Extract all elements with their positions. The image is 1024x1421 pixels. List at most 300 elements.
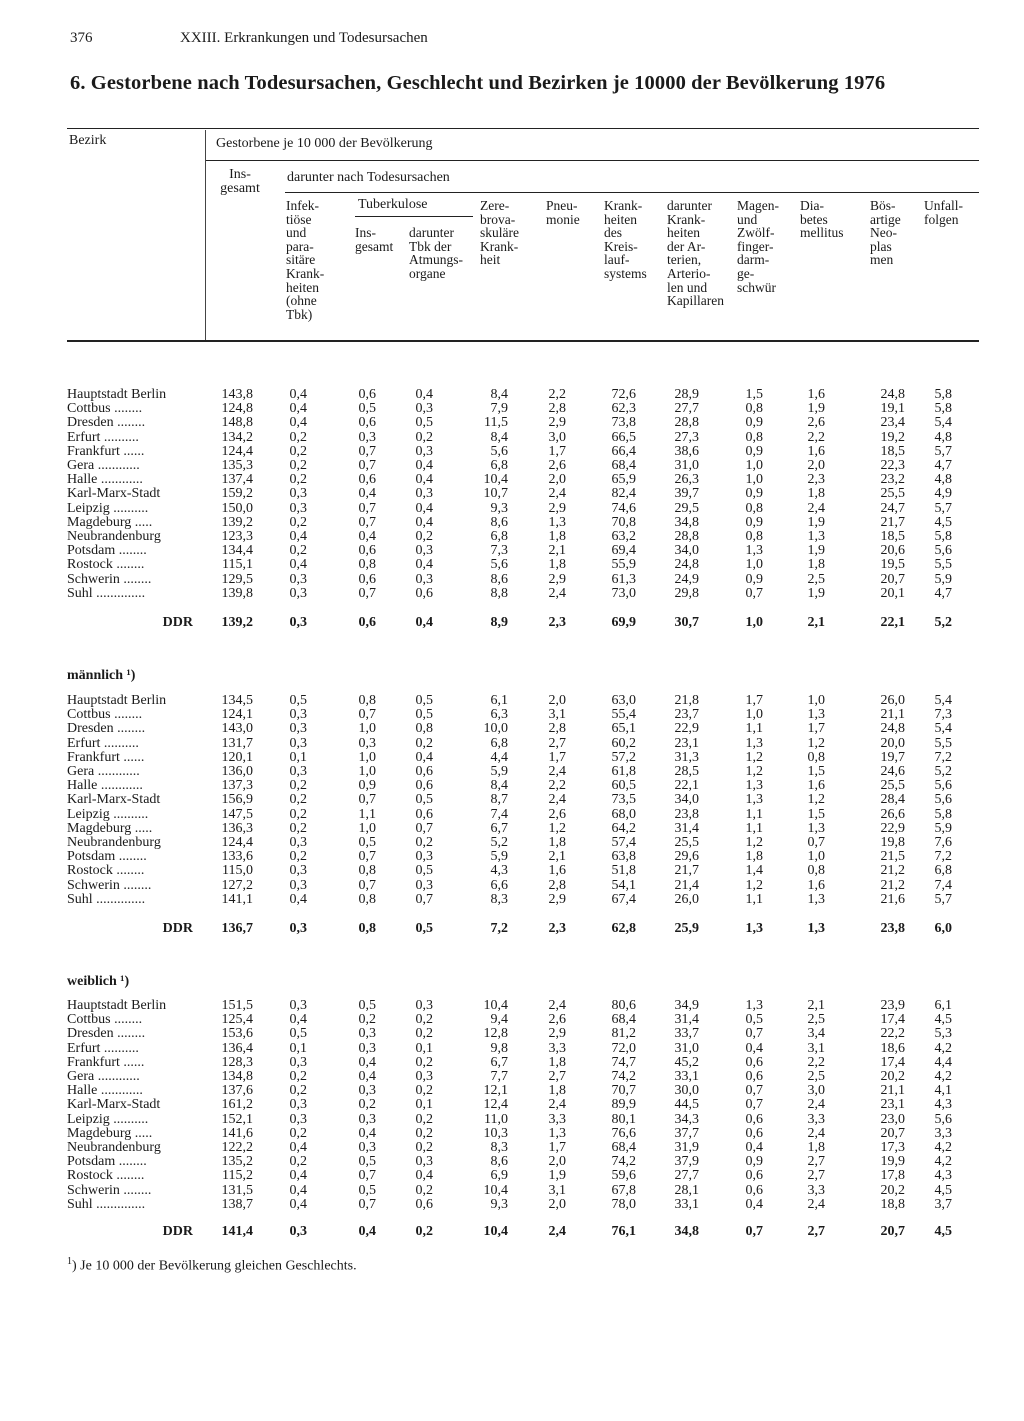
table-cell: 2,5 [807,1012,825,1028]
table-cell: 2,6 [548,806,566,822]
table-cell: 1,5 [745,387,763,402]
table-cell: 0,9 [745,571,763,587]
row-label: Potsdam ........ [67,1155,147,1170]
table-cell: 1,3 [807,891,825,907]
table-cell: 1,6 [807,387,825,402]
table-cell: 22,9 [880,820,905,836]
total-row [0,922,1024,936]
table-cell: 2,4 [807,500,825,516]
table-cell: 129,5 [221,571,253,587]
table-cell: 4,5 [934,1012,952,1028]
table-cell: 0,2 [415,1083,433,1099]
table-cell: 2,2 [548,778,566,794]
col-header-darunter: darunter nach Todesursachen [287,170,450,185]
table-cell: 0,2 [289,806,307,822]
header-top-rule [67,128,979,129]
table-cell: 0,6 [415,806,433,822]
table-cell: 64,2 [611,820,636,836]
table-row [0,1042,1024,1056]
table-cell: 1,8 [548,529,566,544]
table-cell: 21,5 [880,849,905,865]
table-cell: 0,1 [415,1097,433,1113]
table-cell: 0,7 [415,820,433,836]
table-cell: 8,4 [490,429,508,445]
table-cell: 1,0 [745,458,763,473]
table-cell: 62,3 [611,401,636,417]
row-label: Hauptstadt Berlin [67,388,167,402]
table-cell: 1,3 [745,543,763,559]
table-cell: 0,7 [745,1097,763,1113]
table-cell: 2,5 [807,1069,825,1084]
table-row [0,836,1024,850]
total-cell: 139,2 [221,615,253,630]
table-cell: 151,5 [221,998,253,1013]
table-cell: 1,8 [548,557,566,573]
table-cell: 0,4 [415,472,433,488]
page-number: 376 [70,30,93,46]
table-cell: 20,7 [880,1125,905,1141]
table-cell: 20,1 [880,585,905,601]
table-cell: 2,5 [807,571,825,587]
table-cell: 19,7 [880,749,905,765]
table-cell: 1,3 [548,514,566,530]
table-row [0,1155,1024,1169]
col-header-bezirk: Bezirk [69,133,107,148]
table-cell: 6,1 [934,998,952,1013]
table-cell: 1,6 [807,877,825,893]
table-cell: 24,7 [880,500,905,516]
table-cell: 4,3 [934,1097,952,1113]
table-cell: 31,4 [674,1012,699,1028]
table-cell: 0,9 [745,443,763,459]
total-cell: 0,3 [289,1224,307,1239]
table-cell: 9,8 [490,1040,508,1056]
table-cell: 1,0 [358,820,376,836]
table-cell: 68,4 [611,458,636,473]
table-cell: 45,2 [674,1054,699,1070]
row-label: Suhl .............. [67,892,146,907]
table-cell: 153,6 [221,1026,253,1042]
total-cell: 1,3 [745,921,763,936]
table-cell: 19,5 [880,557,905,573]
table-cell: 34,3 [674,1111,699,1127]
table-row [0,722,1024,736]
table-cell: 24,6 [880,764,905,779]
table-row [0,587,1024,601]
table-cell: 0,3 [358,429,376,445]
row-label: Erfurt .......... [67,430,139,445]
table-cell: 134,4 [221,543,253,559]
table-cell: 135,3 [221,458,253,473]
row-label: Leipzig .......... [67,501,149,516]
table-cell: 17,4 [880,1054,905,1070]
total-cell: 62,8 [611,921,636,936]
table-cell: 33,7 [674,1026,699,1042]
row-label: Karl-Marx-Stadt [67,793,161,808]
table-cell: 1,0 [745,472,763,488]
row-label: Rostock ........ [67,1169,145,1184]
table-cell: 8,4 [490,387,508,402]
table-row [0,1169,1024,1183]
table-cell: 131,5 [221,1182,253,1198]
row-label: Erfurt .......... [67,1041,139,1056]
table-cell: 0,7 [358,1168,376,1184]
table-cell: 8,4 [490,778,508,794]
table-cell: 10,4 [483,472,508,488]
table-cell: 63,0 [611,693,636,708]
table-cell: 0,4 [415,557,433,573]
table-cell: 1,9 [807,514,825,530]
table-cell: 0,7 [358,1196,376,1212]
table-cell: 70,8 [611,514,636,530]
table-cell: 18,5 [880,529,905,544]
table-cell: 122,2 [221,1140,253,1155]
total-cell: 0,4 [415,615,433,630]
table-cell: 0,4 [415,500,433,516]
table-cell: 0,2 [289,1125,307,1141]
table-cell: 4,2 [934,1040,952,1056]
table-cell: 6,8 [490,458,508,473]
table-cell: 159,2 [221,486,253,502]
table-cell: 0,2 [415,1125,433,1141]
table-cell: 0,3 [415,1154,433,1170]
table-row [0,516,1024,530]
row-label: Halle ............ [67,473,143,488]
table-row [0,850,1024,864]
table-cell: 0,3 [289,486,307,502]
table-cell: 1,8 [548,1054,566,1070]
table-cell: 139,8 [221,585,253,601]
col-header-magen: Magen- und Zwölf- finger- darm- ge- schwür [737,198,779,295]
table-cell: 136,0 [221,764,253,779]
table-cell: 0,2 [289,443,307,459]
row-label: Halle ............ [67,1084,143,1099]
total-cell: 0,6 [358,615,376,630]
table-cell: 2,9 [548,571,566,587]
table-cell: 4,8 [934,429,952,445]
table-row [0,431,1024,445]
table-cell: 89,9 [611,1097,636,1113]
table-cell: 0,3 [415,401,433,417]
table-cell: 4,5 [934,1182,952,1198]
table-cell: 0,4 [745,1196,763,1212]
table-row [0,1127,1024,1141]
table-cell: 0,9 [745,415,763,431]
col-header-neoplasmen: Bös- artige Neo- plas men [870,198,901,268]
table-cell: 5,6 [490,557,508,573]
table-cell: 20,2 [880,1069,905,1084]
table-cell: 0,6 [358,415,376,431]
table-cell: 81,2 [611,1026,636,1042]
table-cell: 21,6 [880,891,905,907]
table-row [0,793,1024,807]
table-cell: 26,6 [880,806,905,822]
row-label: Potsdam ........ [67,850,147,865]
table-cell: 2,8 [548,401,566,417]
table-cell: 0,4 [358,1069,376,1084]
table-cell: 28,8 [674,415,699,431]
row-label: Dresden ........ [67,1027,146,1042]
col-header-zerebrovaskulaer: Zere- brova- skuläre Krank- heit [480,198,519,268]
table-cell: 24,8 [674,557,699,573]
table-cell: 5,9 [934,820,952,836]
table-cell: 5,4 [934,721,952,737]
table-cell: 0,7 [358,792,376,808]
table-cell: 1,9 [807,543,825,559]
table-cell: 2,9 [548,891,566,907]
table-cell: 0,5 [745,1012,763,1028]
table-cell: 0,3 [415,571,433,587]
table-cell: 0,3 [415,486,433,502]
row-label: Gera ............ [67,765,140,779]
table-cell: 1,7 [807,721,825,737]
table-cell: 5,8 [934,401,952,417]
table-cell: 2,9 [548,500,566,516]
table-cell: 27,7 [674,1168,699,1184]
table-cell: 22,2 [880,1026,905,1042]
table-cell: 2,8 [548,877,566,893]
table-cell: 147,5 [221,806,253,822]
col-header-insgesamt: Ins- gesamt [220,167,260,196]
table-cell: 5,2 [934,764,952,779]
table-row [0,558,1024,572]
table-cell: 143,0 [221,721,253,737]
table-cell: 156,9 [221,792,253,808]
table-cell: 23,4 [880,415,905,431]
table-cell: 0,6 [415,778,433,794]
table-cell: 0,2 [289,1069,307,1084]
table-cell: 5,6 [490,443,508,459]
table-cell: 31,0 [674,458,699,473]
col-header-tuberkulose: Tuberkulose [358,197,428,212]
table-cell: 0,4 [289,529,307,544]
table-cell: 0,7 [745,585,763,601]
table-cell: 2,2 [548,387,566,402]
table-cell: 23,1 [880,1097,905,1113]
table-row [0,708,1024,722]
table-cell: 0,1 [289,1040,307,1056]
table-row [0,487,1024,501]
table-cell: 20,2 [880,1182,905,1198]
table-cell: 0,5 [415,707,433,723]
table-cell: 2,0 [548,472,566,488]
table-row [0,1027,1024,1041]
table-cell: 0,2 [415,1054,433,1070]
total-cell: 34,8 [674,1224,699,1239]
table-cell: 25,5 [880,486,905,502]
table-cell: 137,3 [221,778,253,794]
table-cell: 0,3 [358,1026,376,1042]
col-header-kreislauf: Krank- heiten des Kreis- lauf- systems [604,198,647,281]
table-cell: 21,2 [880,863,905,879]
table-row [0,445,1024,459]
row-label: Erfurt .......... [67,736,139,751]
table-cell: 74,6 [611,500,636,516]
table-cell: 22,9 [674,721,699,737]
total-cell: 0,3 [289,615,307,630]
table-cell: 1,8 [548,1083,566,1099]
table-cell: 7,2 [934,749,952,765]
table-cell: 1,8 [807,486,825,502]
table-cell: 0,3 [415,543,433,559]
table-cell: 5,4 [934,415,952,431]
col-header-pneumonie: Pneu- monie [546,198,580,227]
table-row [0,502,1024,516]
table-cell: 65,9 [611,472,636,488]
table-cell: 73,0 [611,585,636,601]
table-cell: 0,3 [289,735,307,751]
table-cell: 1,0 [358,749,376,765]
table-row [0,779,1024,793]
table-cell: 7,4 [490,806,508,822]
total-cell: 0,2 [415,1224,433,1239]
total-cell: 2,7 [807,1224,825,1239]
total-cell: 5,2 [934,615,952,630]
table-cell: 28,8 [674,529,699,544]
table-cell: 21,2 [880,877,905,893]
table-cell: 0,4 [358,529,376,544]
table-cell: 73,5 [611,792,636,808]
table-cell: 66,4 [611,443,636,459]
table-cell: 4,1 [934,1083,952,1099]
table-cell: 1,0 [745,557,763,573]
table-cell: 7,6 [934,835,952,850]
table-cell: 0,3 [289,1097,307,1113]
table-cell: 123,3 [221,529,253,544]
table-cell: 115,1 [222,557,253,573]
table-cell: 0,2 [415,1026,433,1042]
table-cell: 0,9 [358,778,376,794]
table-cell: 0,7 [358,500,376,516]
table-cell: 0,5 [415,792,433,808]
table-row [0,1098,1024,1112]
table-cell: 1,7 [548,1140,566,1155]
table-cell: 152,1 [221,1111,253,1127]
table-cell: 25,5 [674,835,699,850]
table-cell: 1,8 [807,557,825,573]
total-label: DDR [162,922,193,936]
table-cell: 3,3 [934,1125,952,1141]
table-cell: 2,6 [807,415,825,431]
table-cell: 8,7 [490,792,508,808]
table-cell: 0,8 [358,891,376,907]
table-cell: 20,7 [880,571,905,587]
table-cell: 7,3 [934,707,952,723]
table-cell: 0,7 [415,891,433,907]
table-cell: 5,8 [934,806,952,822]
table-cell: 5,7 [934,891,952,907]
table-cell: 141,6 [221,1125,253,1141]
table-cell: 1,4 [745,863,763,879]
footnote-marker: 1 [67,1256,72,1267]
table-cell: 0,6 [745,1054,763,1070]
table-cell: 135,2 [221,1154,253,1170]
table-cell: 17,8 [880,1168,905,1184]
table-cell: 0,3 [415,877,433,893]
table-cell: 1,2 [807,735,825,751]
table-cell: 69,4 [611,543,636,559]
table-cell: 0,2 [358,1097,376,1113]
table-cell: 150,0 [221,500,253,516]
table-cell: 0,2 [358,1012,376,1028]
table-cell: 68,0 [611,806,636,822]
table-cell: 24,8 [880,721,905,737]
table-cell: 3,1 [807,1040,825,1056]
row-label: Neubrandenburg [67,530,161,544]
table-cell: 67,8 [611,1182,636,1198]
table-cell: 20,6 [880,543,905,559]
total-cell: 2,3 [548,921,566,936]
table-row [0,1056,1024,1070]
table-cell: 2,4 [807,1097,825,1113]
row-label: Magdeburg ..... [67,515,153,530]
table-cell: 21,7 [880,514,905,530]
table-cell: 0,8 [807,749,825,765]
row-label: Gera ............ [67,1070,140,1084]
table-cell: 2,4 [548,998,566,1013]
total-cell: 2,1 [807,615,825,630]
table-cell: 23,7 [674,707,699,723]
table-cell: 23,9 [880,998,905,1013]
table-cell: 0,2 [289,1083,307,1099]
table-cell: 1,3 [745,792,763,808]
table-cell: 51,8 [611,863,636,879]
table-cell: 0,4 [289,401,307,417]
table-cell: 0,4 [745,1040,763,1056]
total-row [0,1225,1024,1239]
table-cell: 0,2 [415,1111,433,1127]
row-label: Cottbus ........ [67,708,143,723]
table-cell: 2,2 [807,1054,825,1070]
table-cell: 136,3 [221,820,253,836]
table-cell: 24,9 [674,571,699,587]
table-cell: 7,2 [934,849,952,865]
table-cell: 61,8 [611,764,636,779]
table-cell: 0,7 [358,707,376,723]
row-label: Gera ............ [67,459,140,473]
total-cell: 0,7 [745,1224,763,1239]
table-cell: 0,4 [415,1168,433,1184]
table-cell: 3,7 [934,1196,952,1212]
table-cell: 1,5 [807,764,825,779]
table-cell: 9,3 [490,1196,508,1212]
table-cell: 2,6 [548,458,566,473]
table-cell: 21,8 [674,693,699,708]
table-cell: 5,2 [490,835,508,850]
table-cell: 3,3 [548,1111,566,1127]
table-cell: 1,0 [807,849,825,865]
row-label: Magdeburg ..... [67,821,153,836]
table-cell: 55,4 [611,707,636,723]
total-cell: 8,9 [490,615,508,630]
table-cell: 2,7 [807,1168,825,1184]
table-cell: 6,9 [490,1168,508,1184]
table-cell: 72,0 [611,1040,636,1056]
table-cell: 17,4 [880,1012,905,1028]
table-cell: 1,6 [807,778,825,794]
table-cell: 0,6 [358,571,376,587]
table-cell: 0,4 [289,1140,307,1155]
table-cell: 2,4 [548,764,566,779]
table-cell: 23,0 [880,1111,905,1127]
total-cell: 20,7 [880,1224,905,1239]
table-cell: 1,3 [807,820,825,836]
table-cell: 0,8 [745,500,763,516]
table-cell: 1,3 [807,529,825,544]
table-cell: 6,8 [490,735,508,751]
table-cell: 6,8 [934,863,952,879]
table-cell: 7,7 [490,1069,508,1084]
